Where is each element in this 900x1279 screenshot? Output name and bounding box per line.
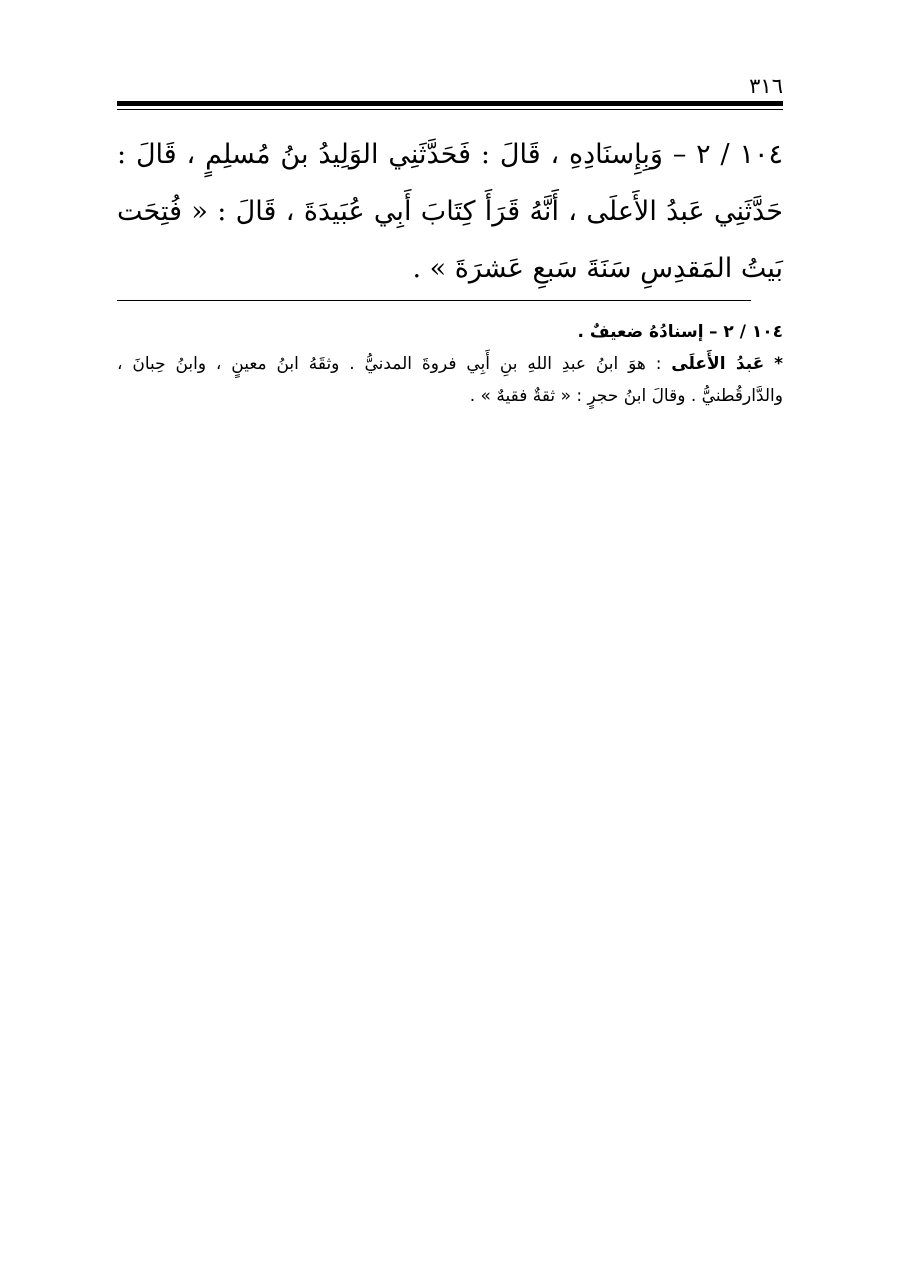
footnote-grade-text: إسنادُهُ ضعيفٌ . xyxy=(577,322,704,342)
header-rule-thick xyxy=(117,101,783,106)
footnote-narrator-marker: * xyxy=(774,354,784,374)
footnote-narrator xyxy=(117,348,783,412)
page-number: ٣١٦ xyxy=(749,74,783,98)
hadith-text-block xyxy=(117,126,783,297)
footnote-narrator-name: عَبدُ الأَعلَى xyxy=(671,354,765,374)
hadith-number: ١٠٤ / ٢ – xyxy=(672,139,783,170)
hadith-body: وَبِإِسنَادِهِ ، قَالَ : فَحَدَّثَنِي الوَلِيدُ بنُ مُسلِمٍ ، قَالَ : حَدَّثَنِي عَبدُ الأَعلَى ، أَنَّهُ قَرَأَ كِتَابَ أَبِي عُبَيدَةَ ، قَالَ : « فُتِحَت بَيتُ المَقدِسِ سَنَةَ سَبعِ عَشرَةَ » . xyxy=(117,139,783,284)
footnote-grade xyxy=(117,316,783,348)
footnotes-block xyxy=(117,316,783,412)
header-rule-thin xyxy=(117,109,783,110)
footnote-grade-number: ١٠٤ / ٢ – xyxy=(709,322,783,342)
footnote-separator xyxy=(117,300,751,301)
footnote-narrator-text: : هوَ ابنُ عبدِ اللهِ بنِ أَبِي فروةَ المدنيُّ . وثقَهُ ابنُ معينٍ ، وابنُ حِبانَ ، والدَّارقُطنيُّ . وقالَ ابنُ حجرٍ : « ثقةٌ فقيهٌ » . xyxy=(117,354,783,406)
